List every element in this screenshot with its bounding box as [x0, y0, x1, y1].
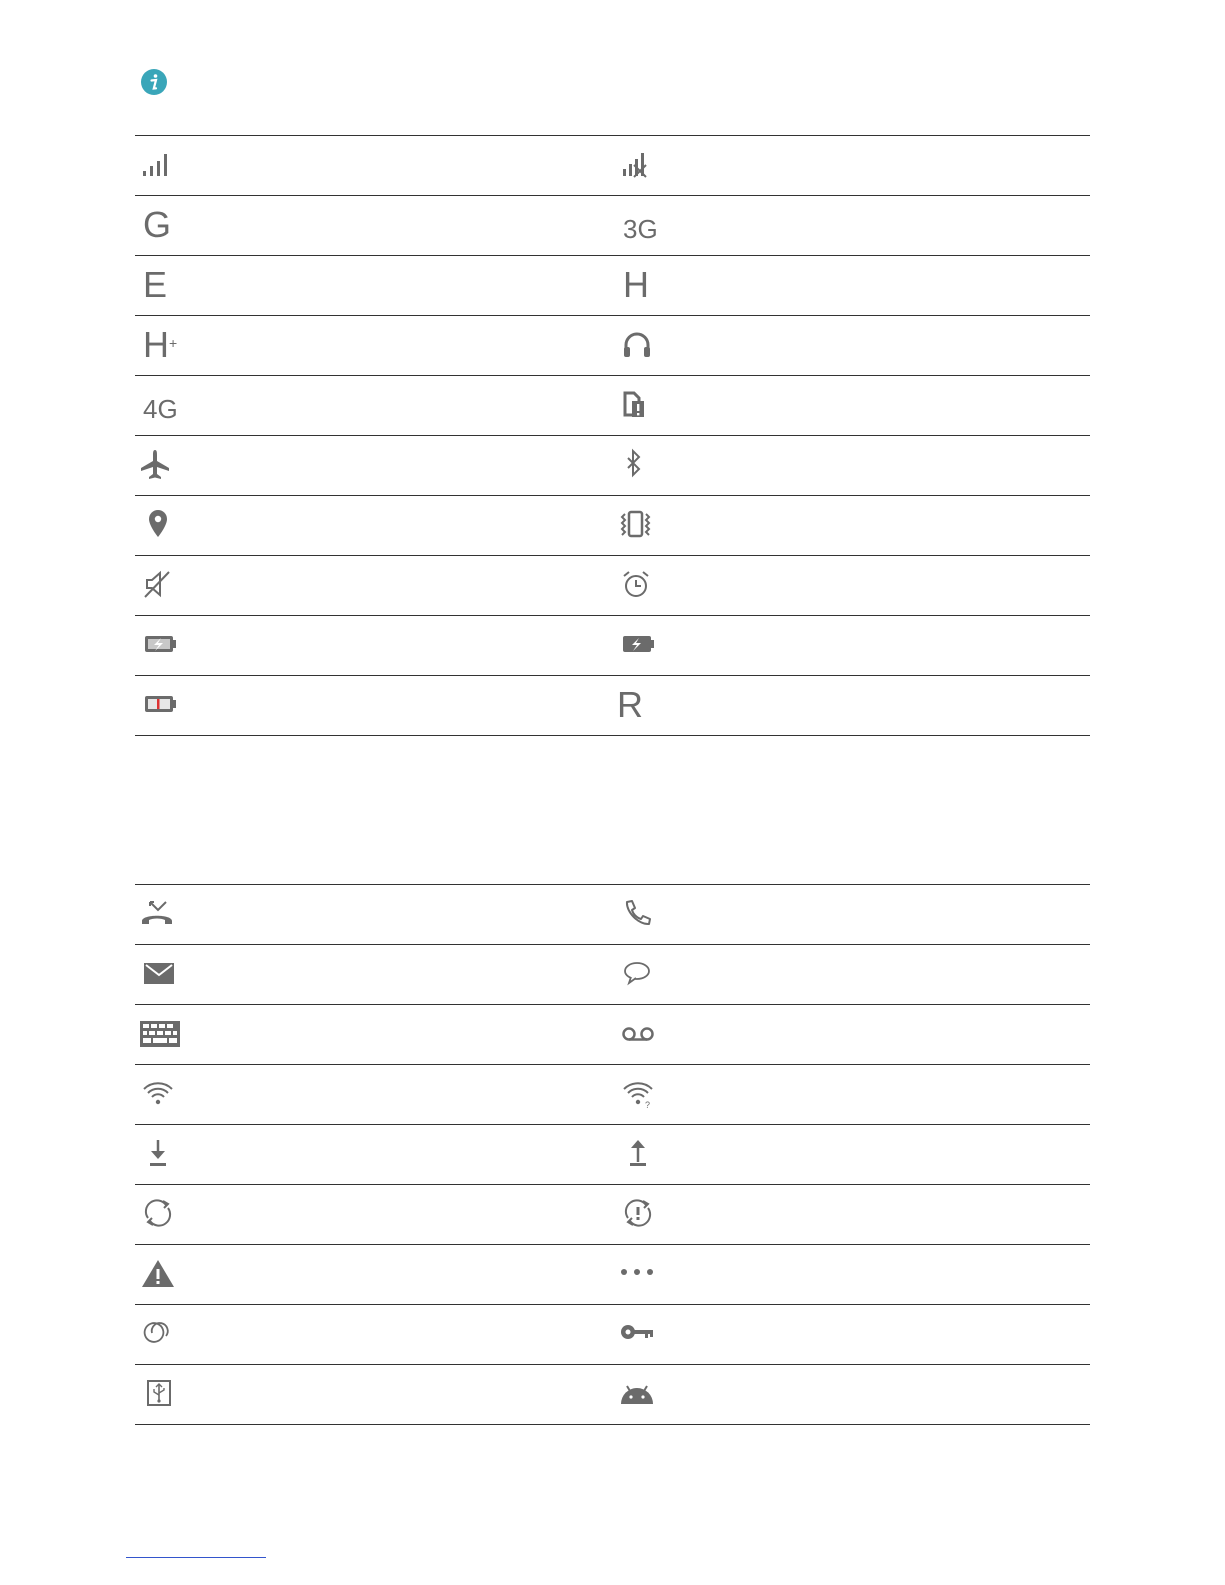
more-dots-icon — [619, 1256, 659, 1292]
warning-icon — [139, 1256, 179, 1292]
table-cell — [135, 1185, 615, 1244]
notification-icons-table — [135, 884, 1090, 1425]
table-cell — [135, 1005, 615, 1064]
battery-low-icon — [139, 687, 179, 723]
sync-icon — [139, 1196, 179, 1232]
table-row — [135, 1365, 1090, 1425]
hotspot-rings-icon — [139, 1316, 179, 1352]
no-signal-icon — [619, 147, 659, 183]
table-cell — [615, 256, 1090, 315]
mute-icon — [139, 567, 179, 603]
table-row — [135, 616, 1090, 676]
table-row — [135, 1065, 1090, 1125]
table-row — [135, 1005, 1090, 1065]
alarm-icon — [619, 567, 659, 603]
table-cell — [135, 436, 615, 495]
missed-call-icon — [139, 896, 179, 932]
table-cell — [615, 316, 1090, 375]
table-cell — [615, 136, 1090, 195]
network-4g-icon: 4G — [143, 394, 178, 424]
table-row — [135, 945, 1090, 1005]
headset-icon — [619, 327, 659, 363]
android-icon — [619, 1376, 659, 1412]
voicemail-icon — [619, 1016, 659, 1052]
network-hplus-letter: H — [143, 324, 169, 365]
wifi-icon — [139, 1076, 179, 1112]
table-row — [135, 1305, 1090, 1365]
network-e-icon: E — [143, 264, 168, 305]
table-cell — [615, 376, 1090, 435]
email-icon — [139, 956, 179, 992]
usb-icon — [139, 1376, 179, 1412]
svg-text:?: ? — [645, 1100, 651, 1110]
status-icons-table — [135, 135, 1090, 736]
table-cell — [615, 1245, 1090, 1304]
table-row — [135, 1125, 1090, 1185]
table-cell — [615, 196, 1090, 255]
table-row — [135, 496, 1090, 556]
keyboard-icon — [139, 1016, 185, 1052]
table-cell — [135, 1365, 615, 1424]
table-cell — [615, 1125, 1090, 1184]
sync-error-icon — [619, 1196, 659, 1232]
vpn-key-icon — [619, 1316, 659, 1352]
location-pin-icon — [139, 507, 179, 543]
table-row — [135, 676, 1090, 736]
table-cell — [135, 1245, 615, 1304]
bluetooth-icon — [619, 447, 659, 483]
table-cell — [615, 556, 1090, 615]
network-hplus-plus: + — [169, 335, 178, 351]
table-cell — [615, 496, 1090, 555]
table-cell — [135, 256, 615, 315]
table-cell — [135, 136, 615, 195]
table-row — [135, 1185, 1090, 1245]
table-cell — [135, 616, 615, 675]
table-cell — [135, 556, 615, 615]
footer-link-underline — [126, 1557, 266, 1558]
network-h-icon: H — [623, 264, 649, 305]
table-cell — [615, 945, 1090, 1004]
table-cell — [615, 1305, 1090, 1364]
table-cell — [135, 885, 615, 944]
table-cell — [135, 496, 615, 555]
table-row — [135, 556, 1090, 616]
network-hplus-icon — [143, 326, 177, 364]
call-icon — [619, 896, 659, 932]
battery-charging-icon — [139, 627, 179, 663]
table-cell — [615, 885, 1090, 944]
table-cell — [615, 436, 1090, 495]
table-row — [135, 196, 1090, 256]
roaming-icon: R — [617, 684, 643, 725]
wifi-question-icon — [619, 1076, 659, 1112]
network-g-icon: G — [143, 204, 172, 245]
sim-alert-icon — [619, 387, 659, 423]
table-row — [135, 436, 1090, 496]
message-bubble-icon — [619, 956, 659, 992]
network-3g-icon: 3G — [623, 214, 658, 244]
table-cell — [135, 676, 615, 735]
table-cell — [615, 616, 1090, 675]
table-cell — [135, 1305, 615, 1364]
table-cell — [615, 1065, 1090, 1124]
vibrate-icon — [619, 507, 659, 543]
download-icon — [139, 1136, 179, 1172]
table-row — [135, 256, 1090, 316]
table-row — [135, 885, 1090, 945]
table-cell — [135, 945, 615, 1004]
airplane-icon — [139, 447, 179, 483]
table-cell — [135, 196, 615, 255]
table-cell — [135, 316, 615, 375]
table-row — [135, 136, 1090, 196]
info-icon — [141, 69, 167, 95]
signal-strength-icon — [139, 147, 179, 183]
table-cell — [615, 1185, 1090, 1244]
table-cell — [615, 1005, 1090, 1064]
table-row — [135, 1245, 1090, 1305]
battery-full-charging-icon — [619, 627, 659, 663]
table-cell — [615, 676, 1090, 735]
table-cell — [615, 1365, 1090, 1424]
upload-icon — [619, 1136, 659, 1172]
table-cell — [135, 1125, 615, 1184]
table-cell — [135, 376, 615, 435]
table-cell — [135, 1065, 615, 1124]
table-row — [135, 376, 1090, 436]
table-row — [135, 316, 1090, 376]
